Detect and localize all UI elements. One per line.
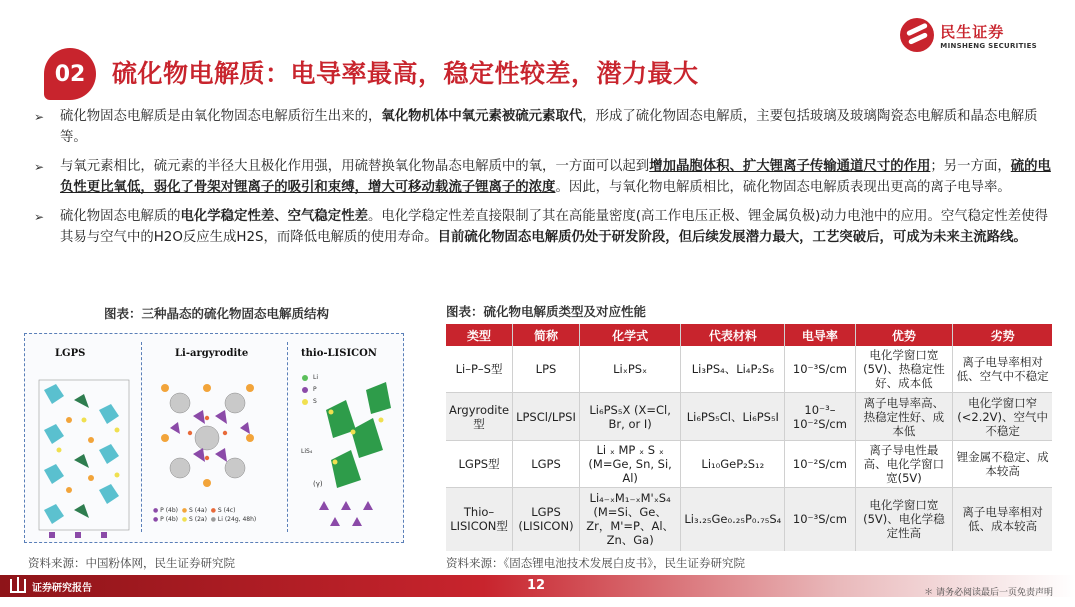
brand-logo xyxy=(900,18,1037,52)
argyrodite-structure-image xyxy=(145,358,285,508)
disclaimer-note: ＊ 请务必阅读最后一页免责声明 xyxy=(924,588,1053,598)
element-label: S xyxy=(313,398,317,405)
table-row xyxy=(446,488,1052,551)
table-header-cell: 代表材料 xyxy=(681,324,785,346)
text-segment-underline: 增加晶胞体积、扩大锂离子传输通道尺寸的作用 xyxy=(649,159,931,174)
table-cell: LGPS xyxy=(513,441,580,488)
table-cell: Li–P–S型 xyxy=(446,346,513,393)
table-cell: 10⁻²S/cm xyxy=(785,441,855,488)
table-row xyxy=(446,346,1052,393)
panel-divider xyxy=(287,342,288,532)
text-segment: 硫化物固态电解质是由氧化物固态电解质衍生出来的， xyxy=(60,109,382,124)
table-cell: Li₃.₂₅Ge₀.₂₅P₀.₇₅S₄ xyxy=(681,488,785,551)
table-row xyxy=(446,393,1052,441)
table-cell: 离子导电性最高、电化学窗口宽(5V) xyxy=(855,441,953,488)
table-cell: 锂金属不稳定、成本较高 xyxy=(953,441,1052,488)
bullet-text xyxy=(60,156,1054,198)
minsheng-logo-icon xyxy=(900,18,934,52)
logo-text-en: MINSHENG SECURITIES xyxy=(940,41,1037,50)
element-label: P xyxy=(313,386,317,393)
panel-thio-lisicon xyxy=(291,340,401,536)
section-number: 02 xyxy=(54,61,86,87)
bullet-list xyxy=(34,106,1054,256)
figure-caption: 图表：三种晶态的硫化物固态电解质结构 xyxy=(104,306,330,321)
table-cell: Li ₓ MP ₓ S ₓ (M=Ge, Sn, Si, Al) xyxy=(579,441,681,488)
bullet-item xyxy=(34,206,1054,248)
text-segment-bold: 电化学稳定性差、空气稳定性差 xyxy=(180,209,368,224)
bullet-text xyxy=(60,206,1054,248)
footer-bar xyxy=(0,575,1075,597)
text-segment: ，形成了硫化物固态电解质，主要包括玻璃及玻璃陶瓷态电解质和晶态电解质等。 xyxy=(60,109,1038,145)
bullet-text xyxy=(60,106,1054,148)
table-cell: Li₆PS₅X (X=Cl, Br, or I) xyxy=(579,393,681,441)
panel-title: Li-argyrodite xyxy=(175,348,249,359)
page-footer xyxy=(0,575,1075,607)
book-icon xyxy=(10,579,26,593)
footer-label: 证券研究报告 xyxy=(32,583,92,594)
panel-lgps xyxy=(29,340,139,536)
page-number: 12 xyxy=(527,578,546,593)
crystal-structure-figure xyxy=(24,333,404,543)
text-segment: 硫化物固态电解质的 xyxy=(60,209,181,224)
text-segment: 。因此，与氧化物电解质相比，硫化物固态电解质表现出更高的离子电导率。 xyxy=(555,180,1011,195)
table-header-cell: 类型 xyxy=(446,324,513,346)
table-cell: LGPS型 xyxy=(446,441,513,488)
panel-li-argyrodite xyxy=(145,340,285,536)
table-cell: 离子电导率高、热稳定性好、成本低 xyxy=(855,393,953,441)
table-header-cell: 化学式 xyxy=(579,324,681,346)
bullet-item xyxy=(34,156,1054,198)
arrow-bullet-icon: ➢ xyxy=(34,210,45,224)
table-cell: LPSCl/LPSI xyxy=(513,393,580,441)
panel-title: LGPS xyxy=(55,348,86,359)
table-header-cell: 劣势 xyxy=(953,324,1052,346)
table-cell: Li₃PS₄、Li₄P₂S₆ xyxy=(681,346,785,393)
logo-text-cn: 民生证券 xyxy=(940,22,1005,41)
table-cell: 电化学窗口宽(5V)、电化学稳定性高 xyxy=(855,488,953,551)
table-cell: 离子电导率相对低、成本较高 xyxy=(953,488,1052,551)
table-header-cell: 电导率 xyxy=(785,324,855,346)
table-cell: LGPS (LISICON) xyxy=(513,488,580,551)
table-cell: LiₓPSₓ xyxy=(579,346,681,393)
panel-title: thio-LISICON xyxy=(301,348,377,359)
legend-item: ● Li (24g, 48h) xyxy=(210,516,257,523)
table-caption: 图表：硫化物电解质类型及对应性能 xyxy=(446,304,647,319)
text-segment-bold: 氧化物机体中氧元素被硫元素取代 xyxy=(381,109,583,124)
table-cell: 10⁻³S/cm xyxy=(785,488,855,551)
panel-divider xyxy=(141,342,142,532)
legend-item: ● S (4c) xyxy=(210,507,236,514)
table-cell: 10⁻³S/cm xyxy=(785,346,855,393)
section-badge xyxy=(44,48,96,100)
table-header-row xyxy=(446,324,1052,346)
figure-source: 资料来源：中国粉体网，民生证券研究院 xyxy=(28,556,235,570)
lgps-structure-image xyxy=(29,350,139,540)
table-cell: Li₁₀GeP₂S₁₂ xyxy=(681,441,785,488)
table-header-cell: 简称 xyxy=(513,324,580,346)
argyrodite-legend xyxy=(153,506,283,524)
table-row xyxy=(446,441,1052,488)
legend-item: ● P (4b) xyxy=(153,516,179,523)
thio-element-labels xyxy=(313,372,318,408)
table-cell: LPS xyxy=(513,346,580,393)
arrow-bullet-icon: ➢ xyxy=(34,160,45,174)
thio-gamma-label: (γ) xyxy=(313,480,323,488)
text-segment: 。电化学稳定性差直接限制了其在高能量密度(高工作电压正极、锂金属负极)动力电池中的应用。空气稳定性差使得其易与空气中的H2O反应生成H2S，而降低电解质的使用寿命。 xyxy=(60,209,1048,245)
page-title: 硫化物电解质：电导率最高，稳定性较差，潜力最大 xyxy=(112,59,699,88)
legend-item: ● P (4b) xyxy=(153,507,179,514)
table-cell: Thio–LISICON型 xyxy=(446,488,513,551)
text-segment: ；另一方面， xyxy=(930,159,1011,174)
table-cell: 电化学窗口宽(5V)、热稳定性好、成本低 xyxy=(855,346,953,393)
table-source: 资料来源：《固态锂电池技术发展白皮书》，民生证券研究院 xyxy=(446,556,745,570)
text-segment-bold: 目前硫化物固态电解质仍处于研发阶段，但后续发展潜力最大，工艺突破后，可成为未来主流路线。 xyxy=(437,230,1027,245)
legend-item: ● S (2a) xyxy=(181,516,207,523)
legend-item: ● S (4a) xyxy=(181,507,207,514)
text-segment-underline: 硫的电负性更比氧低，弱化了骨架对锂离子的吸引和束缚，增大可移动载流子锂离子的浓度 xyxy=(60,159,1051,195)
arrow-bullet-icon: ➢ xyxy=(34,110,45,124)
table-cell: 10⁻³–10⁻²S/cm xyxy=(785,393,855,441)
bullet-item xyxy=(34,106,1054,148)
table-cell: 电化学窗口窄(<2.2V)、空气中不稳定 xyxy=(953,393,1052,441)
table-cell: Argyrodite型 xyxy=(446,393,513,441)
thio-lis4-label: LiS₄ xyxy=(301,448,313,455)
table-cell: Li₆PS₅Cl、Li₆PS₅I xyxy=(681,393,785,441)
table-cell: 离子电导率相对低、空气中不稳定 xyxy=(953,346,1052,393)
table-cell: Li₄₋ₓM₁₋ₓM'ₓS₄ (M=Si、Ge、Zr，M'=P、Al、Zn、Ga) xyxy=(579,488,681,551)
electrolyte-type-table xyxy=(446,324,1052,551)
element-label: Li xyxy=(313,374,319,381)
text-segment: 与氧元素相比，硫元素的半径大且极化作用强，用硫替换氧化物晶态电解质中的氧，一方面可以起到 xyxy=(60,159,650,174)
table-header-cell: 优势 xyxy=(855,324,953,346)
